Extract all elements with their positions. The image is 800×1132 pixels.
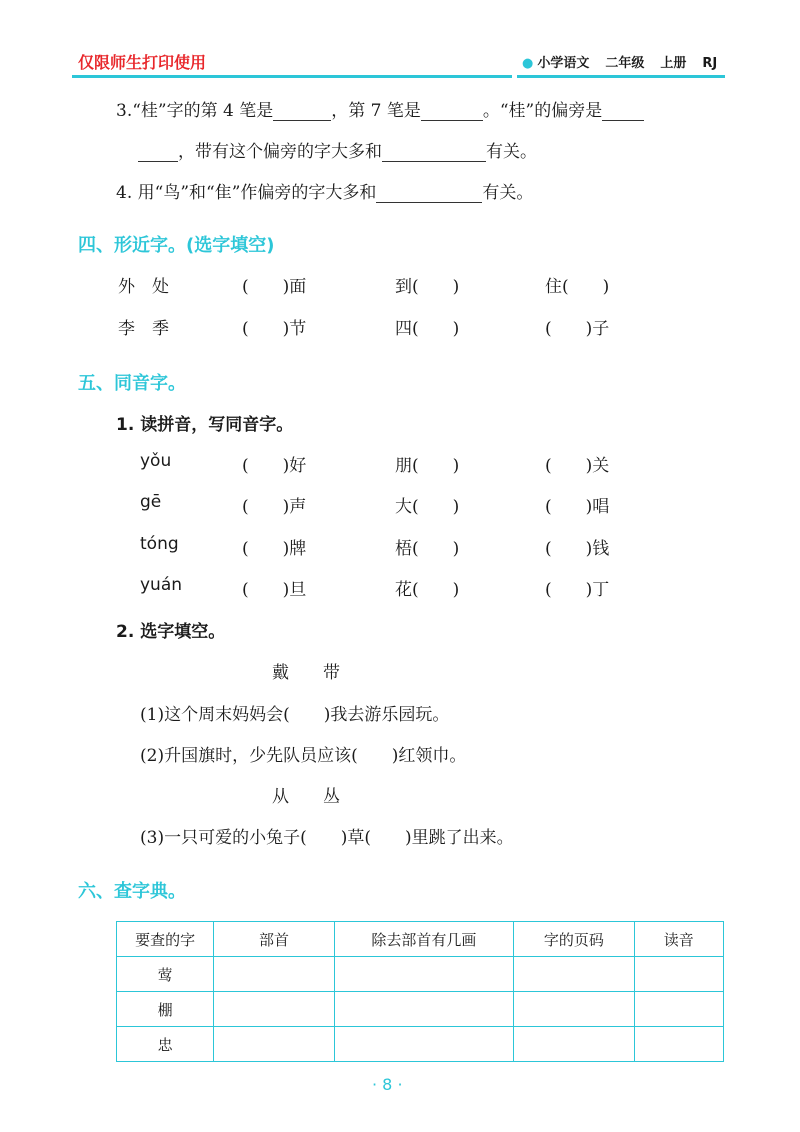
s5-row1-c1[interactable]: ( )好 xyxy=(242,456,307,476)
s5-row3-c1[interactable]: ( )牌 xyxy=(242,539,307,559)
s4-row1-pair: 外 处 xyxy=(118,277,169,297)
table-answer-cell[interactable] xyxy=(214,992,335,1027)
table-char-cell: 莺 xyxy=(117,957,214,992)
s4-row1-c2[interactable]: 到( ) xyxy=(395,277,460,297)
s5-row4-pinyin: yuán xyxy=(140,575,183,595)
s5-row1-pinyin: yǒu xyxy=(140,451,172,471)
table-header-row xyxy=(117,922,724,957)
s4-row2-c3[interactable]: ( )子 xyxy=(545,319,610,339)
sentence-3[interactable]: (3)一只可爱的小兔子( )草( )里跳了出来。 xyxy=(140,828,514,848)
sentence-2[interactable]: (2)升国旗时，少先队员应该( )红领巾。 xyxy=(140,746,467,766)
table-header-cell: 读音 xyxy=(634,922,723,957)
table-header-cell: 字的页码 xyxy=(514,922,635,957)
section-5-sub2: 2. 选字填空。 xyxy=(116,622,226,642)
table-answer-cell[interactable] xyxy=(634,1027,723,1062)
q3-blank-4[interactable] xyxy=(138,141,178,162)
header-subject: 小学语文 xyxy=(537,56,590,71)
header-watermark: 仅限师生打印使用 xyxy=(78,53,207,72)
page-number: · 8 · xyxy=(372,1075,403,1094)
s4-row2-c2[interactable]: 四( ) xyxy=(395,319,460,339)
table-answer-cell[interactable] xyxy=(334,1027,513,1062)
s5-row2-c1[interactable]: ( )声 xyxy=(242,497,307,517)
q3-text-4: ，带有这个偏旁的字大多和 xyxy=(178,142,382,162)
table-answer-cell[interactable] xyxy=(514,957,635,992)
header-divider-left xyxy=(72,75,512,78)
q3-text-1: 3.“桂”字的第 4 笔是 xyxy=(116,101,274,121)
s4-row1-c3[interactable]: 住( ) xyxy=(545,277,610,297)
s5-row2-c2[interactable]: 大( ) xyxy=(395,497,460,517)
q3-text-5: 有关。 xyxy=(486,142,537,162)
section-4-title: 四、形近字。(选字填空) xyxy=(78,235,275,256)
s5-row3-c3[interactable]: ( )钱 xyxy=(545,539,610,559)
s4-row2-c1[interactable]: ( )节 xyxy=(242,319,307,339)
table-answer-cell[interactable] xyxy=(634,992,723,1027)
s5-row4-c1[interactable]: ( )旦 xyxy=(242,580,307,600)
table-answer-cell[interactable] xyxy=(334,992,513,1027)
header-edition: RJ xyxy=(702,56,718,71)
s5-row1-c2[interactable]: 朋( ) xyxy=(395,456,460,476)
table-row xyxy=(117,1027,724,1062)
question-4 xyxy=(116,178,533,203)
s5-row4-c3[interactable]: ( )丁 xyxy=(545,580,610,600)
s5-row3-pinyin: tóng xyxy=(140,534,179,554)
q3-blank-5[interactable] xyxy=(382,141,486,162)
question-3-line2 xyxy=(138,137,537,162)
choice-set-1: 戴 带 xyxy=(272,663,340,683)
table-header-cell: 部首 xyxy=(214,922,335,957)
s5-row2-c3[interactable]: ( )唱 xyxy=(545,497,610,517)
table-answer-cell[interactable] xyxy=(514,1027,635,1062)
table-answer-cell[interactable] xyxy=(514,992,635,1027)
table-header-cell: 要查的字 xyxy=(117,922,214,957)
table-char-cell: 棚 xyxy=(117,992,214,1027)
table-answer-cell[interactable] xyxy=(214,957,335,992)
q3-blank-2[interactable] xyxy=(421,100,483,121)
s5-row4-c2[interactable]: 花( ) xyxy=(395,580,460,600)
table-answer-cell[interactable] xyxy=(214,1027,335,1062)
table-header-cell: 除去部首有几画 xyxy=(334,922,513,957)
question-3-line1 xyxy=(116,96,644,121)
q4-text-1: 4. 用“鸟”和“隹”作偏旁的字大多和 xyxy=(116,183,377,203)
section-5-sub1: 1. 读拼音，写同音字。 xyxy=(116,415,294,435)
section-5-title: 五、同音字。 xyxy=(78,373,186,394)
q4-text-2: 有关。 xyxy=(482,183,534,203)
s4-row1-c1[interactable]: ( )面 xyxy=(242,277,307,297)
bullet-dot-icon: ● xyxy=(522,56,534,71)
choice-set-2: 从 丛 xyxy=(272,787,340,807)
header-volume: 上册 xyxy=(660,56,687,71)
dictionary-table xyxy=(116,921,724,1062)
table-answer-cell[interactable] xyxy=(334,957,513,992)
section-6-title: 六、查字典。 xyxy=(78,881,186,902)
q4-blank[interactable] xyxy=(376,182,482,203)
table-row xyxy=(117,992,724,1027)
table-answer-cell[interactable] xyxy=(634,957,723,992)
sentence-1[interactable]: (1)这个周末妈妈会( )我去游乐园玩。 xyxy=(140,705,450,725)
s5-row2-pinyin: gē xyxy=(140,492,162,512)
q3-blank-1[interactable] xyxy=(273,100,331,121)
q3-blank-3[interactable] xyxy=(602,100,644,121)
header-divider-right xyxy=(517,75,725,78)
s5-row3-c2[interactable]: 梧( ) xyxy=(395,539,460,559)
s5-row1-c3[interactable]: ( )关 xyxy=(545,456,610,476)
table-row xyxy=(117,957,724,992)
q3-text-3: 。“桂”的偏旁是 xyxy=(482,101,603,121)
header-grade: 二年级 xyxy=(605,56,645,71)
table-char-cell: 忠 xyxy=(117,1027,214,1062)
header-book-info xyxy=(522,52,717,71)
s4-row2-pair: 李 季 xyxy=(118,319,169,339)
q3-text-2: ，第 7 笔是 xyxy=(331,101,421,121)
